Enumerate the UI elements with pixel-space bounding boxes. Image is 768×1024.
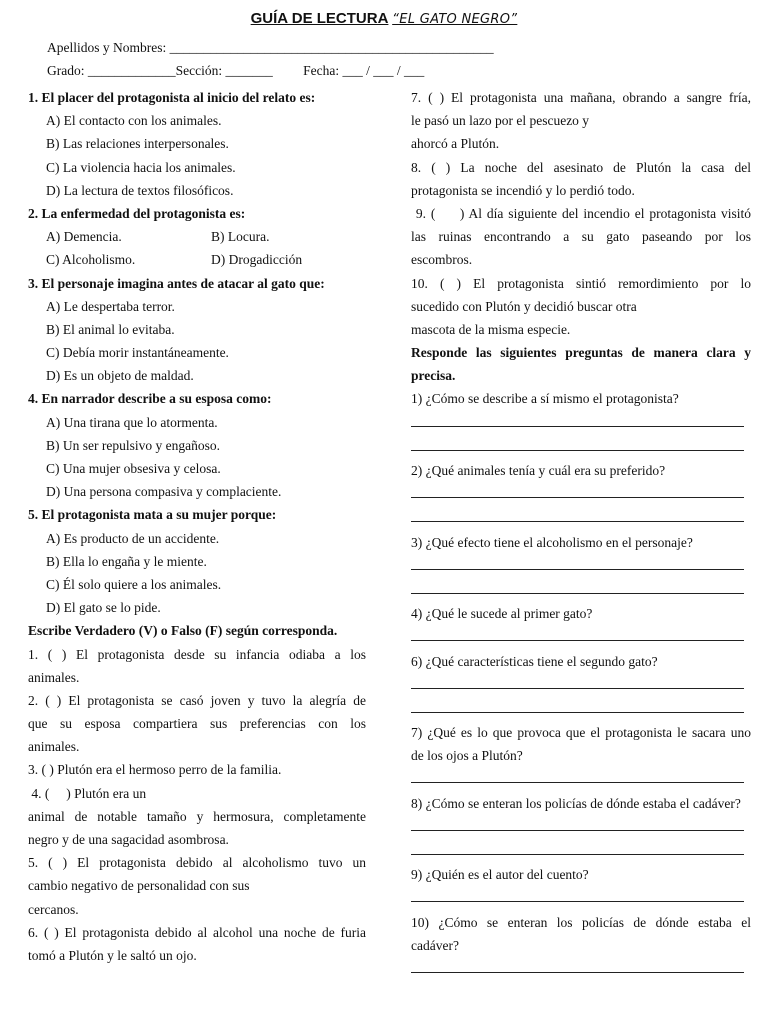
option-4b[interactable]: B) Un ser repulsivo y engañoso. — [46, 437, 220, 453]
open-question-6: 6) ¿Qué características tiene el segundo gato? — [411, 653, 658, 669]
title-main: GUÍA DE LECTURA — [250, 10, 389, 27]
question-2: 2. La enfermedad del protagonista es: — [28, 205, 246, 221]
tf-statement-1[interactable]: 1. ( ) El protagonista desde su infancia odiaba a los — [28, 646, 366, 662]
open-question-3: 3) ¿Qué efecto tiene el alcoholismo en el personaje? — [411, 534, 693, 550]
option-3b[interactable]: B) El animal lo evitaba. — [46, 321, 175, 337]
open-question-8: 8) ¿Cómo se enteran los policías de dónde estaba el cadáver? — [411, 795, 741, 811]
option-5c[interactable]: C) Él solo quiere a los animales. — [46, 576, 222, 592]
tf-statement-4-cont: animal de notable tamaño y hermosura, completamente — [28, 808, 366, 824]
option-2d[interactable]: D) Drogadicción — [211, 252, 303, 268]
question-3: 3. El personaje imagina antes de atacar al gato que: — [28, 275, 325, 291]
worksheet-title — [0, 10, 768, 28]
grade-section-date-line[interactable]: Grado: _____________Sección: _______ Fecha: ___ / ___ / ___ — [47, 63, 425, 78]
names-line[interactable]: Apellidos y Nombres: ________________________________________________ — [47, 40, 494, 55]
option-2c[interactable]: C) Alcoholismo. — [46, 252, 136, 268]
answer-line[interactable] — [411, 886, 744, 902]
question-5: 5. El protagonista mata a su mujer porque: — [28, 507, 277, 523]
open-question-7-cont: de los ojos a Plutón? — [411, 748, 523, 764]
option-1c[interactable]: C) La violencia hacia los animales. — [46, 159, 236, 175]
tf-statement-7-cont: le pasó un lazo por el pescuezo y — [411, 113, 590, 129]
answer-line[interactable] — [411, 435, 744, 451]
option-5d[interactable]: D) El gato se lo pide. — [46, 600, 161, 616]
tf-statement-10[interactable]: 10. ( ) El protagonista sintió remordimiento por lo — [411, 275, 751, 291]
option-1a[interactable]: A) El contacto con los animales. — [46, 113, 222, 129]
option-1d[interactable]: D) La lectura de textos filosóficos. — [46, 182, 234, 198]
tf-statement-1-cont: animales. — [28, 669, 80, 685]
answer-line[interactable] — [411, 815, 744, 831]
tf-statement-10-end: mascota de la misma especie. — [411, 321, 571, 337]
left-column — [28, 86, 366, 967]
open-question-10: 10) ¿Cómo se enteran los policías de dónde estaba el — [411, 914, 751, 930]
tf-statement-9-cont: las ruinas encontrando a su gato paseando por los — [411, 229, 751, 245]
tf-statement-5[interactable]: 5. ( ) El protagonista debido al alcoholismo tuvo un — [28, 855, 366, 871]
tf-statement-5-cont: cambio negativo de personalidad con sus — [28, 878, 250, 894]
open-questions-heading: Responde las siguientes preguntas de manera clara y — [411, 345, 751, 361]
option-3c[interactable]: C) Debía morir instantáneamente. — [46, 345, 229, 361]
option-3a[interactable]: A) Le despertaba terror. — [46, 298, 175, 314]
open-question-10-cont: cadáver? — [411, 937, 459, 953]
answer-line[interactable] — [411, 578, 744, 594]
tf-statement-2[interactable]: 2. ( ) El protagonista se casó joven y tuvo la alegría de — [28, 692, 366, 708]
tf-statement-2-cont: que su esposa compartiera sus preferencias con los — [28, 716, 366, 732]
answer-line[interactable] — [411, 411, 744, 427]
tf-statement-10-cont: sucedido con Plutón y decidió buscar otra — [411, 298, 637, 314]
answer-line[interactable] — [411, 506, 744, 522]
tf-statement-2-end: animales. — [28, 739, 80, 755]
tf-statement-8-cont: protagonista se incendió y lo perdió todo. — [411, 182, 635, 198]
tf-statement-3[interactable]: 3. ( ) Plutón era el hermoso perro de la familia. — [28, 762, 282, 778]
answer-line[interactable] — [411, 957, 744, 973]
answer-line[interactable] — [411, 625, 744, 641]
open-question-9: 9) ¿Quién es el autor del cuento? — [411, 867, 589, 883]
option-5a[interactable]: A) Es producto de un accidente. — [46, 530, 220, 546]
open-question-7: 7) ¿Qué es lo que provoca que el protagonista le sacara uno — [411, 725, 751, 741]
tf-statement-7[interactable]: 7. ( ) El protagonista una mañana, obrando a sangre fría, — [411, 90, 751, 105]
open-questions-heading-cont: precisa. — [411, 368, 456, 384]
option-1b[interactable]: B) Las relaciones interpersonales. — [46, 136, 229, 152]
tf-statement-7-end: ahorcó a Plutón. — [411, 136, 500, 152]
option-2a[interactable]: A) Demencia. — [46, 229, 122, 245]
question-4: 4. En narrador describe a su esposa como: — [28, 391, 272, 407]
answer-line[interactable] — [411, 482, 744, 498]
option-5b[interactable]: B) Ella lo engaña y le miente. — [46, 553, 207, 569]
answer-line[interactable] — [411, 697, 744, 713]
true-false-heading: Escribe Verdadero (V) o Falso (F) según corresponda. — [28, 623, 338, 639]
tf-statement-9-end: escombros. — [411, 252, 473, 268]
tf-statement-9[interactable]: 9. ( ) Al día siguiente del incendio el protagonista visitó — [411, 205, 751, 221]
tf-statement-5-end: cercanos. — [28, 901, 79, 917]
options-2-row-2 — [28, 248, 366, 271]
tf-statement-6-cont: tomó a Plutón y le saltó un ojo. — [28, 947, 197, 963]
tf-statement-8[interactable]: 8. ( ) La noche del asesinato de Plutón la casa del — [411, 159, 751, 175]
answer-line[interactable] — [411, 554, 744, 570]
option-4c[interactable]: C) Una mujer obsesiva y celosa. — [46, 461, 221, 476]
answer-line[interactable] — [411, 673, 744, 689]
option-4a[interactable]: A) Una tirana que lo atormenta. — [46, 414, 218, 430]
title-sub: “EL GATO NEGRO” — [392, 12, 518, 27]
open-question-4: 4) ¿Qué le sucede al primer gato? — [411, 606, 593, 622]
right-column — [411, 86, 751, 981]
option-2b[interactable]: B) Locura. — [211, 229, 270, 245]
answer-line[interactable] — [411, 839, 744, 855]
tf-statement-4-end: negro y de una sagacidad asombrosa. — [28, 832, 229, 847]
option-4d[interactable]: D) Una persona compasiva y complaciente. — [46, 484, 282, 500]
options-2-row-1 — [28, 225, 366, 248]
question-1: 1. El placer del protagonista al inicio del relato es: — [28, 90, 316, 105]
open-question-1: 1) ¿Cómo se describe a sí mismo el protagonista? — [411, 391, 679, 407]
open-question-2: 2) ¿Qué animales tenía y cuál era su preferido? — [411, 463, 666, 478]
tf-statement-6[interactable]: 6. ( ) El protagonista debido al alcohol una noche de furia — [28, 924, 366, 940]
answer-line[interactable] — [411, 767, 744, 783]
tf-statement-4[interactable]: 4. ( ) Plutón era un — [28, 785, 147, 801]
option-3d[interactable]: D) Es un objeto de maldad. — [46, 368, 194, 384]
